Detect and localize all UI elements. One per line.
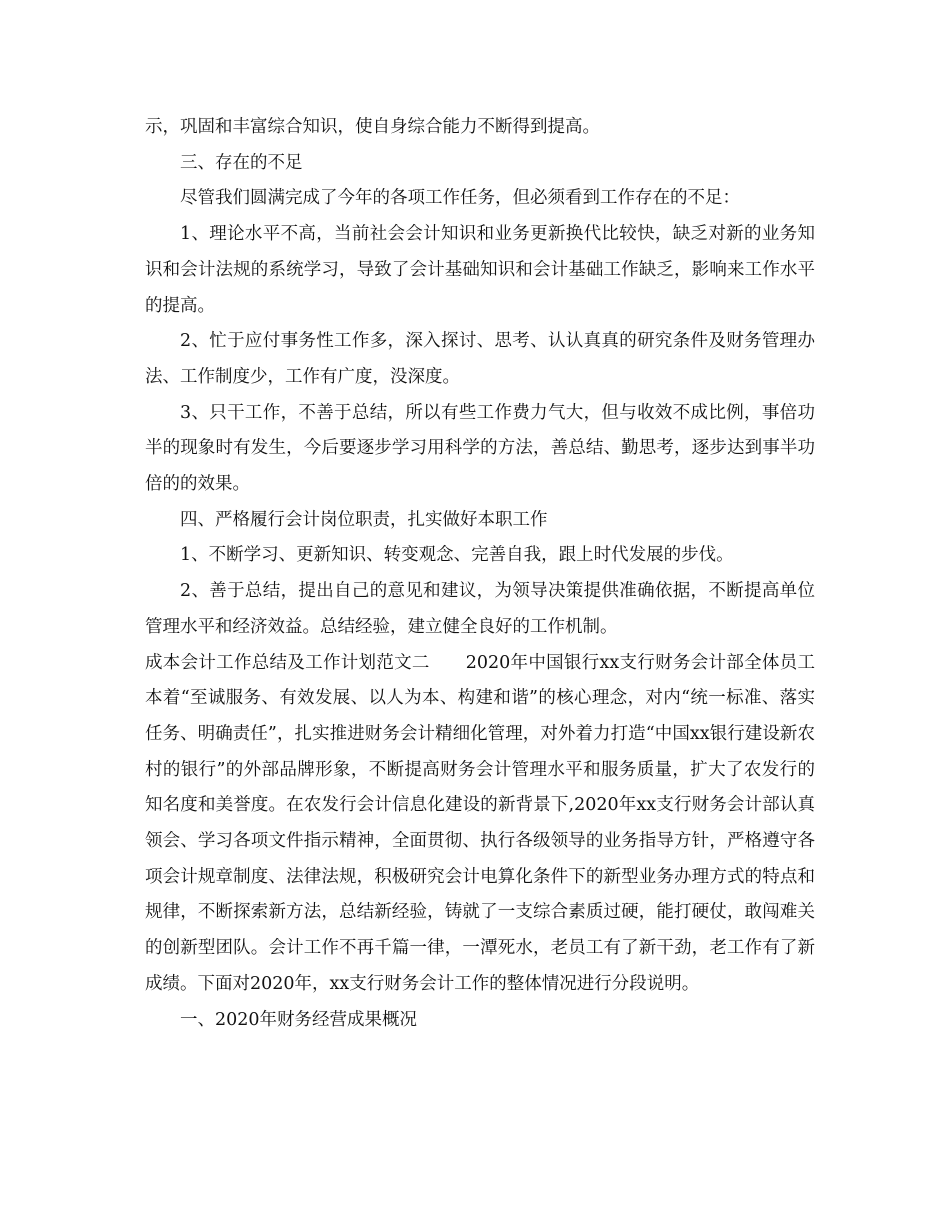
paragraph-duty-1: 1、不断学习、更新知识、转变观念、完善自我，跟上时代发展的步伐。 [180, 545, 734, 566]
heading-2020-results: 一、2020年财务经营成果概况 [180, 1009, 418, 1030]
paragraph-shortcoming-1: 1、理论水平不高，当前社会会计知识和业务更新换代比较快，缺乏对新的业务知识和会计法规的系统学习，导致了会计基础知识和会计基础工作缺乏，影响来工作水平的提高。 [145, 224, 815, 316]
section-title: 成本会计工作总结及工作计划范文二 [145, 652, 430, 673]
section-two-paragraph [145, 646, 815, 1003]
heading-shortcomings: 三、存在的不足 [180, 152, 303, 173]
paragraph-shortcoming-2: 2、忙于应付事务性工作多，深入探讨、思考、认认真真的研究条件及财务管理办法、工作制度少，工作有广度，没深度。 [145, 331, 815, 387]
section-body: 2020年中国银行xx支行财务会计部全体员工本着“至诚服务、有效发展、以人为本、构建和谐”的核心理念，对内“统一标准、落实任务、明确责任”，扎实推进财务会计精细化管理，对外着力打造“中国xx银行建设新农村的银行”的外部品牌形象，不断提高财务会计管理水平和服务质量，扩大了农发行的知名度和美誉度。在农发行会计信息化建设的新背景下,2020年xx支行财务会计部认真领会、学习各项文件指示精神，全面贯彻、执行各级领导的业务指导方针，严格遵守各项会计规章制度、法律法规，积极研究会计电算化条件下的新型业务办理方式的特点和规律，不断探索新方法，总结新经验，铸就了一支综合素质过硬，能打硬仗，敢闯难关的创新型团队。会计工作不再千篇一律，一潭死水，老员工有了新干劲，老工作有了新成绩。下面对2020年，xx支行财务会计工作的整体情况进行分段说明。 [145, 652, 815, 994]
paragraph-continuation: 示，巩固和丰富综合知识，使自身综合能力不断得到提高。 [145, 117, 600, 137]
document-body [145, 110, 815, 1038]
paragraph-duty-2: 2、善于总结，提出自己的意见和建议，为领导决策提供准确依据，不断提高单位管理水平和经济效益。总结经验，建立健全良好的工作机制。 [145, 581, 815, 637]
paragraph-shortcoming-3: 3、只干工作，不善于总结，所以有些工作费力气大，但与收效不成比例，事倍功半的现象时有发生，今后要逐步学习用科学的方法，善总结、勤思考，逐步达到事半功倍的的效果。 [145, 402, 815, 495]
heading-duties: 四、严格履行会计岗位职责，扎实做好本职工作 [180, 509, 548, 530]
paragraph-shortcomings-intro: 尽管我们圆满完成了今年的各项工作任务，但必须看到工作存在的不足： [180, 188, 740, 209]
